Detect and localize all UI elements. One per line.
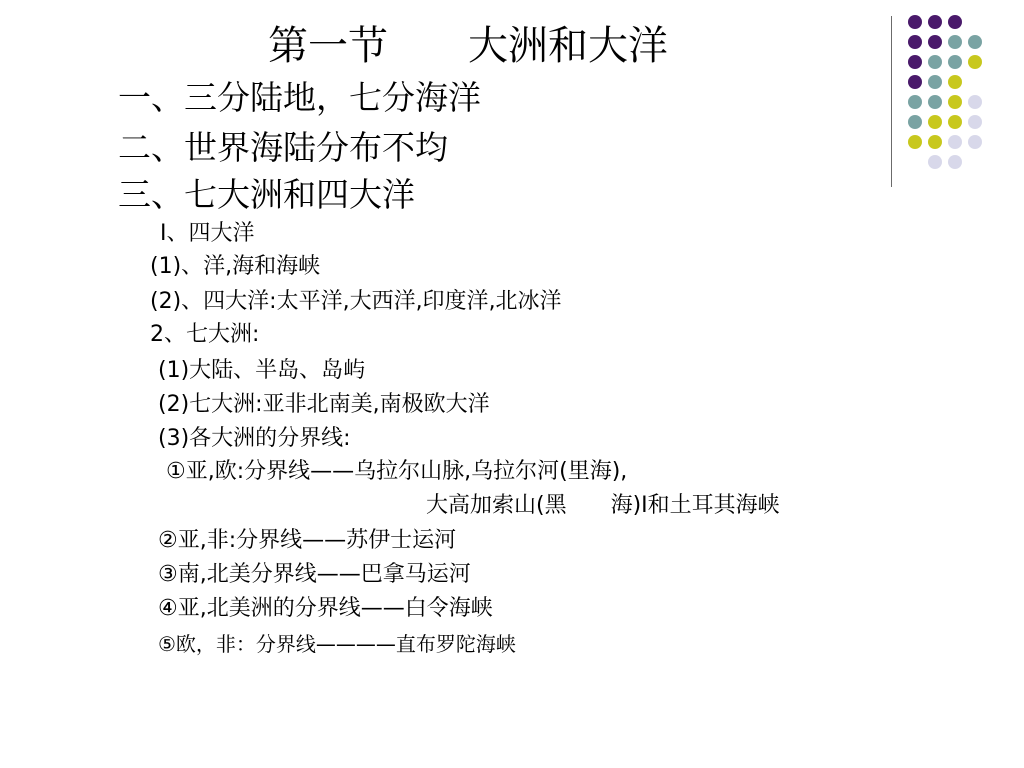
decorative-dot-teal xyxy=(948,35,962,49)
decorative-dot-purple xyxy=(908,75,922,89)
line-boundaries: (3)各大洲的分界线: xyxy=(158,426,351,451)
decorative-dot-purple xyxy=(928,35,942,49)
line-asia-europe-boundary-cont: 大高加索山(黑 海)I和土耳其海峡 xyxy=(426,493,780,518)
line-south-north-america-boundary: ③南,北美分界线——巴拿马运河 xyxy=(158,562,471,587)
decorative-dot-grid xyxy=(908,15,982,169)
decorative-dot-lavender xyxy=(968,95,982,109)
decorative-dot-lavender xyxy=(968,115,982,129)
line-four-oceans-list: (2)、四大洋:太平洋,大西洋,印度洋,北冰洋 xyxy=(150,289,562,314)
decorative-dot-lavender xyxy=(928,155,942,169)
decorative-dot-teal xyxy=(948,55,962,69)
line-asia-africa-boundary: ②亚,非:分界线——苏伊士运河 xyxy=(158,528,457,553)
heading-3: 三、七大洲和四大洋 xyxy=(118,175,415,214)
decorative-dot-teal xyxy=(908,95,922,109)
decorative-dot-teal xyxy=(928,75,942,89)
decorative-dot-teal xyxy=(928,55,942,69)
decorative-dot-purple xyxy=(948,15,962,29)
line-seven-continents-list: (2)七大洲:亚非北南美,南极欧大洋 xyxy=(158,392,490,417)
line-europe-africa-boundary: ⑤欧，非：分界线————直布罗陀海峡 xyxy=(158,632,516,656)
line-asia-north-america-boundary: ④亚,北美洲的分界线——白令海峡 xyxy=(158,596,493,621)
line-asia-europe-boundary: ①亚,欧:分界线——乌拉尔山脉,乌拉尔河(里海), xyxy=(166,459,628,484)
decorative-dot-yellow xyxy=(908,135,922,149)
decorative-dot-purple xyxy=(908,15,922,29)
line-seven-continents: 2、七大洲: xyxy=(150,322,260,347)
divider-line xyxy=(891,16,892,187)
decorative-dot-yellow xyxy=(968,55,982,69)
heading-1: 一、三分陆地，七分海洋 xyxy=(118,78,481,117)
decorative-dot-yellow xyxy=(948,95,962,109)
decorative-dot-teal xyxy=(908,115,922,129)
decorative-dot-empty xyxy=(968,15,982,29)
decorative-dot-purple xyxy=(908,35,922,49)
heading-2: 二、世界海陆分布不均 xyxy=(118,128,448,167)
line-four-oceans: I、四大洋 xyxy=(160,221,255,246)
decorative-dot-yellow xyxy=(948,75,962,89)
decorative-dot-purple xyxy=(908,55,922,69)
decorative-dot-yellow xyxy=(928,135,942,149)
decorative-dot-yellow xyxy=(928,115,942,129)
decorative-dot-empty xyxy=(968,155,982,169)
line-continent-peninsula-island: (1)大陆、半岛、岛屿 xyxy=(158,358,366,383)
decorative-dot-teal xyxy=(928,95,942,109)
decorative-dot-purple xyxy=(928,15,942,29)
decorative-dot-lavender xyxy=(948,155,962,169)
decorative-dot-teal xyxy=(968,35,982,49)
decorative-dot-yellow xyxy=(948,115,962,129)
line-ocean-sea-strait: (1)、洋,海和海峡 xyxy=(150,254,321,279)
decorative-dot-lavender xyxy=(948,135,962,149)
decorative-dot-lavender xyxy=(968,135,982,149)
decorative-dot-empty xyxy=(908,155,922,169)
decorative-dot-empty xyxy=(968,75,982,89)
slide-title: 第一节 大洲和大洋 xyxy=(268,23,668,69)
